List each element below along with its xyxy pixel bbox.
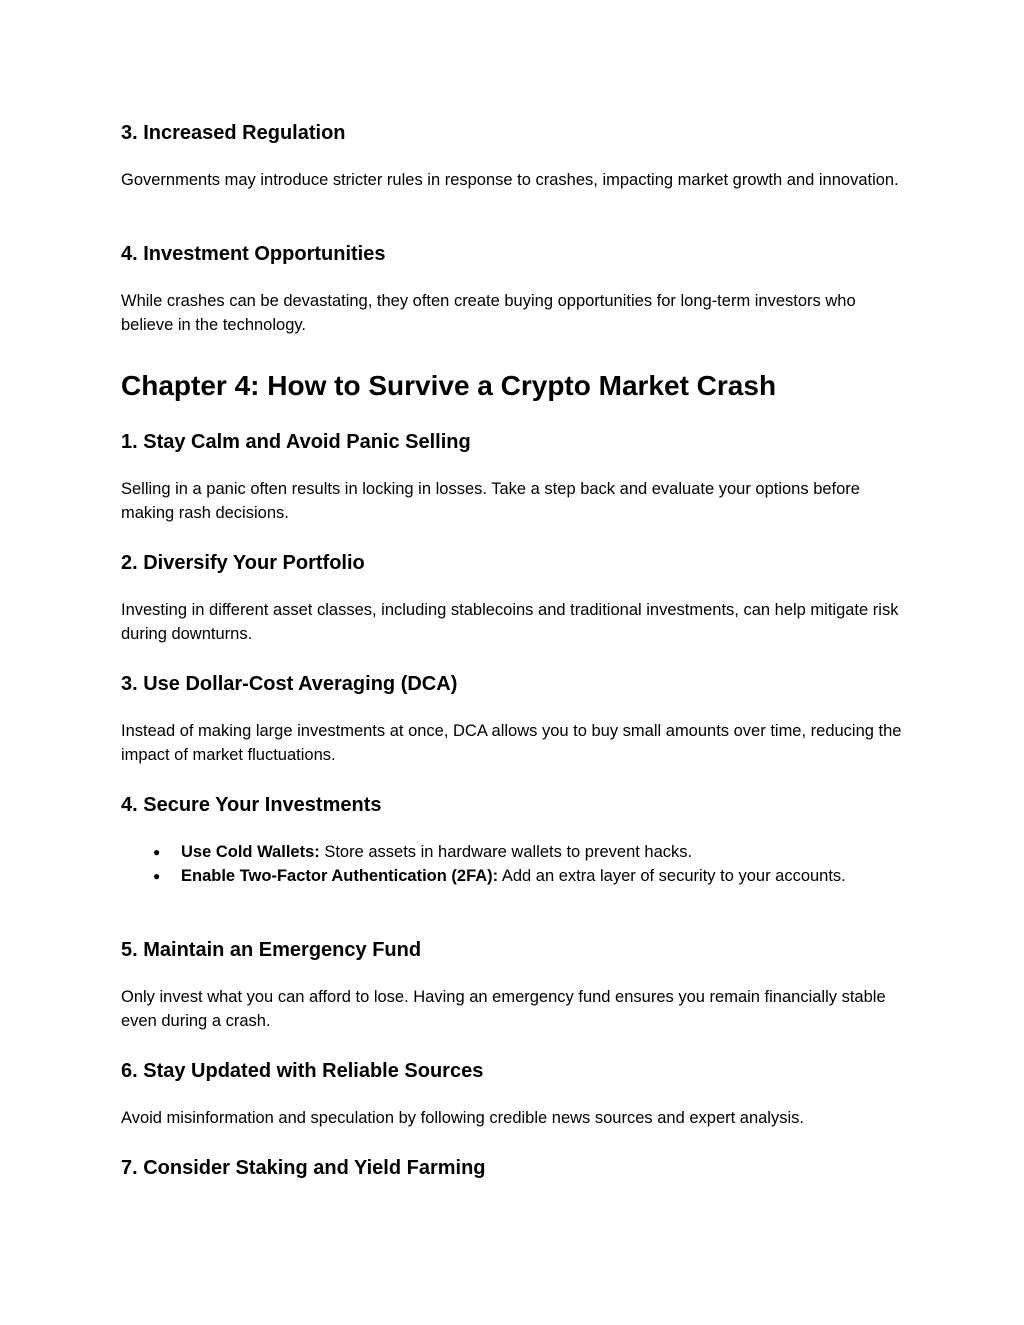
list-item bbox=[121, 840, 861, 864]
list-item-bold: Use Cold Wallets: bbox=[181, 843, 320, 861]
list-item-text: Store assets in hardware wallets to prevent hacks. bbox=[319, 843, 693, 861]
heading-dca: 3. Use Dollar-Cost Averaging (DCA) bbox=[121, 673, 458, 695]
heading-investment-opportunities: 4. Investment Opportunities bbox=[121, 243, 386, 265]
paragraph-increased-regulation: Governments may introduce stricter rules in response to crashes, impacting market growth and innovation. bbox=[121, 171, 899, 189]
heading-increased-regulation: 3. Increased Regulation bbox=[121, 122, 346, 144]
paragraph-dca: Instead of making large investments at once, DCA allows you to buy small amounts over time, reducing the impact of market fluctuations. bbox=[121, 722, 902, 764]
chapter-title: Chapter 4: How to Survive a Crypto Market Crash bbox=[121, 370, 777, 401]
paragraph-stay-updated: Avoid misinformation and speculation by following credible news sources and expert analysis. bbox=[121, 1109, 804, 1127]
paragraph-emergency-fund: Only invest what you can afford to lose. Having an emergency fund ensures you remain financially stable even during a crash. bbox=[121, 988, 886, 1030]
heading-stay-updated: 6. Stay Updated with Reliable Sources bbox=[121, 1060, 484, 1082]
paragraph-investment-opportunities: While crashes can be devastating, they often create buying opportunities for long-term investors who believe in the technology. bbox=[121, 292, 856, 334]
heading-secure-investments: 4. Secure Your Investments bbox=[121, 794, 382, 816]
list-item-text: Add an extra layer of security to your accounts. bbox=[498, 867, 846, 885]
heading-diversify: 2. Diversify Your Portfolio bbox=[121, 552, 365, 574]
heading-staking: 7. Consider Staking and Yield Farming bbox=[121, 1157, 486, 1179]
list-item-bold: Enable Two-Factor Authentication (2FA): bbox=[181, 867, 499, 885]
bullet-icon: ● bbox=[153, 845, 161, 859]
paragraph-diversify: Investing in different asset classes, including stablecoins and traditional investments, can help mitigate risk during downturns. bbox=[121, 601, 899, 643]
heading-emergency-fund: 5. Maintain an Emergency Fund bbox=[121, 939, 422, 961]
bullet-icon: ● bbox=[153, 869, 161, 883]
paragraph-stay-calm: Selling in a panic often results in locking in losses. Take a step back and evaluate your options before making rash decisions. bbox=[121, 480, 860, 522]
heading-stay-calm: 1. Stay Calm and Avoid Panic Selling bbox=[121, 431, 471, 453]
list-item bbox=[121, 864, 861, 888]
bullet-list-security bbox=[121, 840, 911, 888]
